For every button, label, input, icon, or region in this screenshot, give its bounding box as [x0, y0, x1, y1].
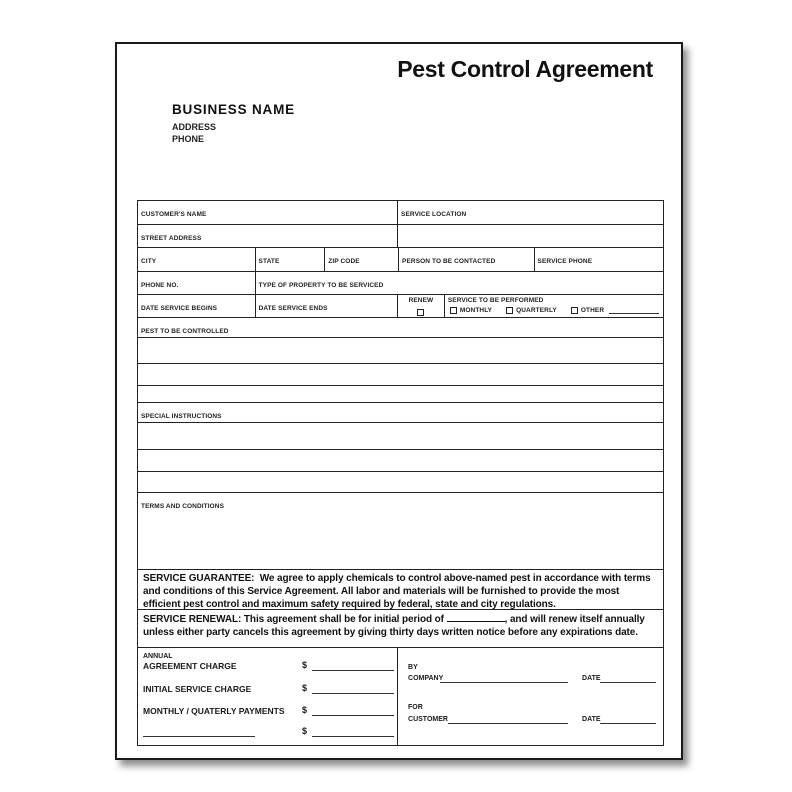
table-row [138, 364, 663, 386]
table-row [138, 610, 663, 648]
pest-to-be-controlled-label: PEST TO BE CONTROLLED [141, 328, 229, 335]
agreement-table [137, 200, 664, 746]
agreement-form-sheet [115, 42, 683, 760]
service-renewal-section [138, 610, 663, 647]
type-of-property-field[interactable] [256, 272, 663, 294]
table-row [138, 248, 663, 272]
service-renewal-heading: SERVICE RENEWAL: [143, 614, 242, 625]
service-renewal-paragraph [138, 610, 663, 640]
initial-service-charge-fill-line[interactable] [312, 683, 394, 694]
other-checkbox[interactable] [571, 307, 578, 314]
table-row [138, 386, 663, 403]
table-row [138, 318, 663, 338]
initial-service-charge-label: INITIAL SERVICE CHARGE [143, 684, 252, 694]
table-row [138, 272, 663, 295]
date-service-ends-field[interactable] [256, 295, 398, 317]
agreement-charge-label: AGREEMENT CHARGE [143, 661, 237, 671]
other-option[interactable] [571, 306, 661, 314]
agreement-charge-dollar: $ [302, 660, 308, 670]
zip-code-field[interactable] [325, 248, 399, 271]
monthly-option[interactable] [450, 307, 492, 314]
letterhead [172, 102, 295, 145]
monthly-quaterly-payments-fill-line[interactable] [312, 705, 394, 716]
business-name: BUSINESS NAME [172, 102, 295, 117]
renew-field [398, 295, 445, 317]
table-row [138, 225, 663, 248]
date-service-begins-field[interactable] [138, 295, 256, 317]
special-instructions-label: SPECIAL INSTRUCTIONS [141, 413, 222, 420]
customer-name-label: CUSTOMER'S NAME [141, 211, 207, 218]
service-location-label: SERVICE LOCATION [401, 211, 467, 218]
service-location-continued-field[interactable] [398, 225, 663, 247]
table-row [138, 201, 663, 225]
renew-checkbox[interactable] [417, 309, 424, 316]
company-signature-line[interactable] [440, 673, 568, 683]
service-guarantee-heading: SERVICE GUARANTEE: [143, 573, 255, 584]
type-of-property-label: TYPE OF PROPERTY TO BE SERVICED [258, 282, 384, 289]
person-to-be-contacted-label: PERSON TO BE CONTACTED [402, 258, 496, 265]
renew-label: RENEW [408, 297, 434, 304]
company-date-line[interactable] [600, 673, 656, 683]
state-label: STATE [258, 258, 280, 265]
service-renewal-before-blank: This agreement shall be for initial period of [243, 614, 444, 625]
special-blank-line-1[interactable] [138, 423, 663, 449]
other-charge-amount-fill-line[interactable] [312, 726, 394, 737]
table-row [138, 472, 663, 493]
date-service-begins-label: DATE SERVICE BEGINS [141, 305, 218, 312]
monthly-quaterly-payments-label: MONTHLY / QUATERLY PAYMENTS [143, 706, 285, 716]
page-title: Pest Control Agreement [397, 56, 653, 82]
state-field[interactable] [256, 248, 326, 271]
pest-blank-line-2[interactable] [138, 364, 663, 385]
service-phone-field[interactable] [535, 248, 664, 271]
phone-no-field[interactable] [138, 272, 256, 294]
customer-signature-line[interactable] [448, 714, 568, 724]
zip-code-label: ZIP CODE [328, 258, 360, 265]
table-row [138, 648, 663, 745]
pest-blank-line-3[interactable] [138, 386, 663, 402]
table-row [138, 570, 663, 610]
service-guarantee-body: We agree to apply chemicals to control above-named pest in accordance with terms and conditions of this Service Agreement. All labor and materials will be furnished to provide the most efficient pest control and maximum safety required by federal, state and city regulations. [143, 573, 651, 609]
service-to-be-performed-label: SERVICE TO BE PERFORMED [447, 297, 544, 304]
customer-date-line[interactable] [600, 714, 656, 724]
quarterly-checkbox[interactable] [506, 307, 513, 314]
customer-label: CUSTOMER [408, 716, 448, 723]
service-phone-label: SERVICE PHONE [537, 258, 593, 265]
quarterly-label: QUARTERLY [516, 306, 557, 314]
monthly-quaterly-payments-dollar: $ [302, 705, 308, 715]
charges-section [138, 648, 398, 745]
street-address-field[interactable] [138, 225, 398, 247]
table-row [138, 295, 663, 318]
initial-period-fill-line[interactable] [447, 613, 505, 622]
for-label: FOR [408, 704, 423, 711]
other-charge-dollar: $ [302, 726, 308, 736]
pest-to-be-controlled-field[interactable] [138, 318, 663, 337]
phone-no-label: PHONE NO. [141, 282, 179, 289]
table-row [138, 403, 663, 423]
table-row [138, 338, 663, 364]
business-phone: PHONE [172, 134, 205, 144]
service-to-be-performed-field [445, 295, 663, 317]
monthly-label: MONTHLY [459, 306, 493, 314]
other-fill-line[interactable] [609, 306, 659, 314]
city-field[interactable] [138, 248, 256, 271]
agreement-charge-fill-line[interactable] [312, 660, 394, 671]
table-row [138, 493, 663, 570]
quarterly-option[interactable] [506, 307, 557, 314]
special-blank-line-3[interactable] [138, 472, 663, 492]
table-row [138, 423, 663, 450]
monthly-checkbox[interactable] [450, 307, 457, 314]
business-address: ADDRESS [172, 122, 217, 132]
terms-and-conditions-field[interactable] [138, 493, 663, 569]
by-label: BY [408, 664, 418, 671]
street-address-label: STREET ADDRESS [141, 235, 202, 242]
service-guarantee-paragraph [138, 570, 663, 609]
initial-service-charge-dollar: $ [302, 683, 308, 693]
company-date-label: DATE [582, 675, 601, 682]
service-location-field[interactable] [398, 201, 663, 224]
service-renewal-after-blank: , and will renew itself annually unless either party cancels this agreement by giving thirty days written notice before any expirations date. [143, 614, 645, 638]
person-to-be-contacted-field[interactable] [399, 248, 534, 271]
special-instructions-field[interactable] [138, 403, 663, 422]
special-blank-line-2[interactable] [138, 450, 663, 471]
service-guarantee-section [138, 570, 663, 609]
other-label: OTHER [580, 306, 605, 314]
city-label: CITY [141, 258, 157, 265]
terms-and-conditions-label: TERMS AND CONDITIONS [141, 503, 225, 510]
company-label: COMPANY [408, 675, 444, 682]
signatures-section [398, 648, 663, 745]
customer-name-field[interactable] [138, 201, 398, 224]
annual-label: ANNUAL [143, 653, 173, 660]
pest-blank-line-1[interactable] [138, 338, 663, 363]
other-charge-fill-line[interactable] [143, 726, 255, 737]
customer-date-label: DATE [582, 716, 601, 723]
date-service-ends-label: DATE SERVICE ENDS [258, 305, 328, 312]
table-row [138, 450, 663, 472]
